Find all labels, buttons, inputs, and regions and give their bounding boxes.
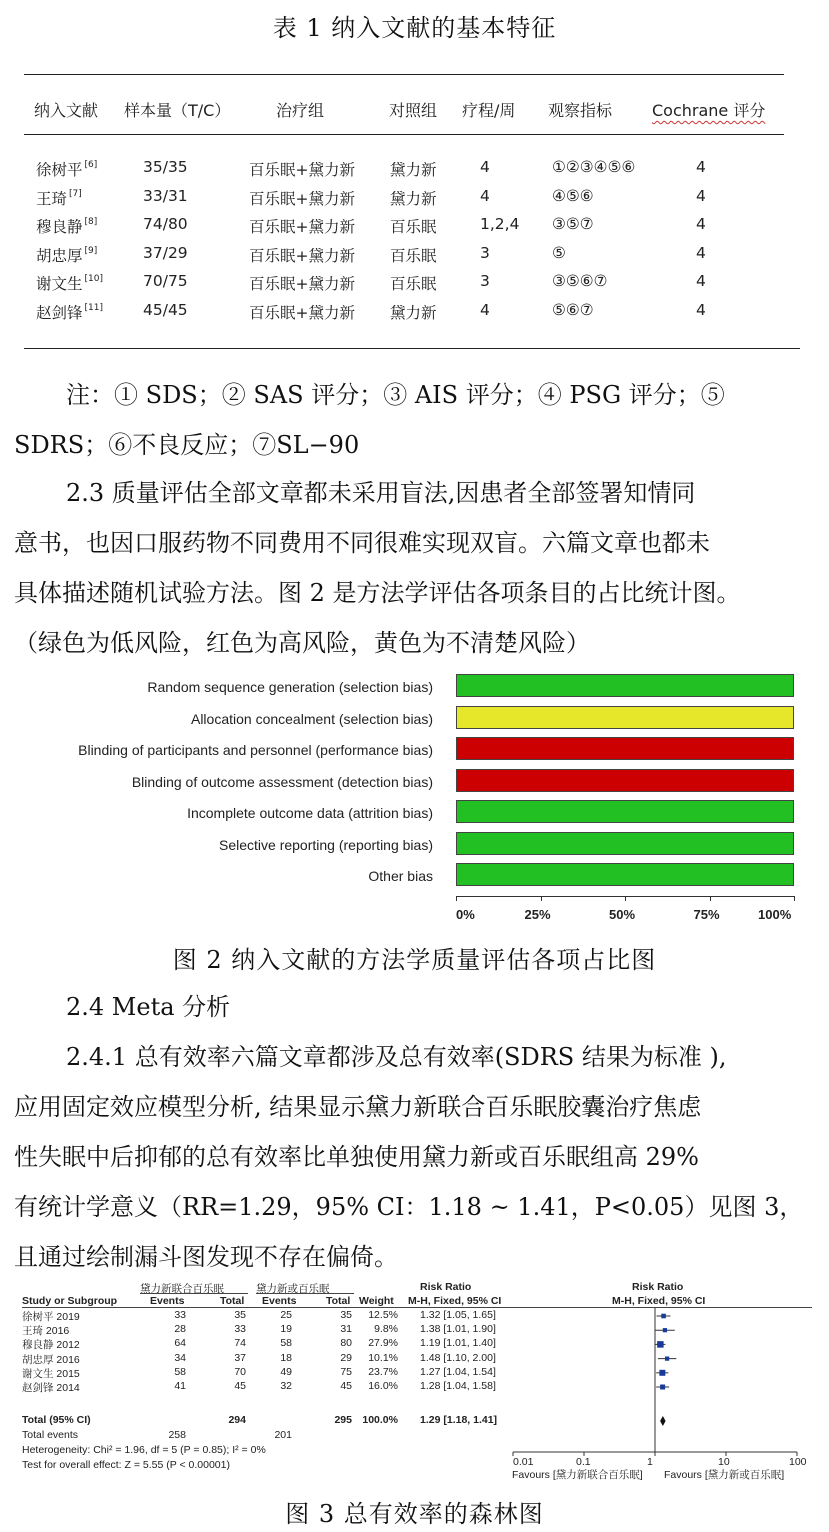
- cell-control: 黛力新: [390, 189, 437, 208]
- events-c: 49: [280, 1365, 292, 1378]
- forest-tick-label: 1: [647, 1456, 653, 1468]
- total-c: 31: [340, 1323, 352, 1336]
- total-c: 75: [340, 1365, 352, 1378]
- forest-tick-label: 0.1: [576, 1456, 591, 1468]
- events-t: 34: [174, 1351, 186, 1364]
- th-course: 疗程/周: [462, 101, 516, 120]
- total-t: 45: [234, 1380, 246, 1392]
- cell-treatment: 百乐眠+黛力新: [249, 161, 355, 179]
- study-point: [661, 1314, 666, 1319]
- col-events-t: Events: [150, 1295, 185, 1307]
- body-line: 性失眠中后抑郁的总有效率比单独使用黛力新或百乐眠组高 29%: [14, 1143, 699, 1171]
- cell-study: 王琦 [7]: [36, 188, 82, 208]
- body-line: （绿色为低风险，红色为高风险，黄色为不清楚风险）: [14, 629, 590, 657]
- rob-category-label: Incomplete outcome data (attrition bias): [187, 805, 433, 821]
- total-t: 33: [234, 1323, 246, 1336]
- events-t: 58: [174, 1365, 186, 1378]
- cell-sample: 37/29: [143, 243, 188, 262]
- rob-category-label: Allocation concealment (selection bias): [190, 710, 433, 727]
- study-name: 赵剑锋 2014: [22, 1382, 80, 1394]
- rob-category-label: Random sequence generation (selection bias): [147, 679, 433, 695]
- total-t: 74: [234, 1337, 246, 1350]
- study-weight: 9.8%: [374, 1323, 398, 1336]
- cell-control: 百乐眠: [390, 218, 437, 236]
- events-t: 64: [174, 1337, 186, 1350]
- figure3-caption: 图 3 总有效率的森林图: [285, 1500, 544, 1528]
- citation-ref: [10]: [84, 274, 103, 284]
- cell-course: 4: [480, 186, 490, 205]
- citation-ref: [8]: [84, 217, 98, 227]
- total-t: 70: [234, 1365, 246, 1378]
- total-t: 294: [228, 1414, 246, 1426]
- favours-right: Favours [黛力新或百乐眠]: [664, 1469, 785, 1481]
- cell-score: 4: [696, 158, 706, 176]
- cell-control: 百乐眠: [390, 246, 437, 265]
- study-ci: 1.32 [1.05, 1.65]: [420, 1309, 496, 1321]
- table1-caption: 表 1 纳入文献的基本特征: [272, 14, 557, 42]
- cell-course: 3: [480, 272, 490, 290]
- col-study: Study or Subgroup: [22, 1295, 118, 1307]
- forest-tick-label: 0.01: [513, 1456, 534, 1468]
- citation-ref: [11]: [84, 302, 103, 313]
- col-rr-method: M-H, Fixed, 95% CI: [408, 1295, 502, 1307]
- rob-tick-label: 100%: [758, 907, 792, 922]
- cell-course: 4: [480, 158, 490, 176]
- cell-study: 赵剑锋 [11]: [36, 302, 103, 322]
- cell-sample: 74/80: [143, 215, 188, 233]
- body-line: 具体描述随机试验方法。图 2 是方法学评估各项条目的占比统计图。: [14, 579, 741, 607]
- rob-tick-label: 75%: [693, 907, 720, 922]
- figure2-caption: 图 2 纳入文献的方法学质量评估各项占比图: [172, 946, 657, 974]
- col-weight: Weight: [359, 1295, 394, 1307]
- rob-category-label: Other bias: [368, 868, 433, 884]
- body-line: 应用固定效应模型分析, 结果显示黛力新联合百乐眠胶囊治疗焦虑: [14, 1093, 702, 1121]
- study-name: 王琦 2016: [22, 1325, 70, 1338]
- body-line: 2.4.1 总有效率六篇文章都涉及总有效率(SDRS 结果为标准 ),: [66, 1043, 727, 1071]
- cell-control: 黛力新: [390, 303, 437, 322]
- overall-effect-text: Test for overall effect: Z = 5.55 (P < 0.00001): [22, 1459, 230, 1471]
- cell-study: 穆良静 [8]: [36, 217, 98, 236]
- rr-header: Risk Ratio: [420, 1281, 472, 1293]
- study-name: 穆良静 2012: [22, 1339, 80, 1352]
- study-point: [665, 1356, 669, 1360]
- events-t: 41: [174, 1380, 186, 1392]
- study-weight: 23.7%: [368, 1365, 398, 1378]
- cell-control: 百乐眠: [390, 275, 437, 293]
- cell-sample: 35/35: [143, 158, 188, 176]
- rob-tick-label: 0%: [456, 907, 475, 922]
- total-ci: 1.29 [1.18, 1.41]: [420, 1414, 498, 1426]
- study-point: [660, 1385, 665, 1390]
- th-indicators: 观察指标: [548, 101, 613, 120]
- total-t: 37: [234, 1351, 246, 1364]
- study-point: [659, 1370, 665, 1376]
- study-ci: 1.38 [1.01, 1.90]: [420, 1323, 496, 1336]
- cell-study: 胡忠厚 [9]: [36, 245, 98, 265]
- cell-treatment: 百乐眠+黛力新: [249, 275, 355, 293]
- cell-indicators: ③⑤⑦: [552, 215, 594, 233]
- cell-study: 谢文生 [10]: [36, 274, 103, 293]
- total-c: 45: [340, 1380, 352, 1392]
- rob-tick-label: 50%: [609, 907, 636, 922]
- cell-sample: 33/31: [143, 186, 188, 205]
- study-point: [657, 1341, 663, 1347]
- study-weight: 10.1%: [368, 1351, 398, 1364]
- total-label: Total (95% CI): [22, 1414, 91, 1426]
- note-line: SDRS；⑥不良反应；⑦SL−90: [14, 431, 360, 459]
- events-c: 201: [274, 1429, 292, 1441]
- cell-course: 3: [480, 243, 490, 262]
- cell-treatment: 百乐眠+黛力新: [249, 189, 355, 208]
- cell-indicators: ④⑤⑥: [552, 186, 594, 205]
- col-total-t: Total: [220, 1295, 245, 1307]
- th-cochrane: Cochrane 评分: [652, 101, 766, 120]
- total-c: 295: [334, 1414, 352, 1426]
- total-weight: 100.0%: [362, 1414, 398, 1426]
- events-t: 33: [174, 1309, 186, 1321]
- cell-sample: 45/45: [143, 300, 188, 319]
- events-t: 258: [168, 1429, 186, 1441]
- cell-indicators: ⑤⑥⑦: [552, 300, 594, 319]
- cell-treatment: 百乐眠+黛力新: [249, 246, 355, 265]
- study-name: 谢文生 2015: [22, 1367, 80, 1380]
- cell-score: 4: [696, 243, 706, 262]
- events-c: 32: [280, 1380, 292, 1392]
- study-name: 胡忠厚 2016: [22, 1353, 80, 1366]
- citation-ref: [6]: [84, 160, 98, 170]
- cell-treatment: 百乐眠+黛力新: [249, 303, 355, 322]
- plot-rr-method: M-H, Fixed, 95% CI: [612, 1295, 706, 1307]
- note-line: 注：① SDS；② SAS 评分；③ AIS 评分；④ PSG 评分；⑤: [66, 381, 725, 409]
- body-line: 且通过绘制漏斗图发现不存在偏倚。: [14, 1243, 398, 1271]
- th-treatment: 治疗组: [276, 101, 325, 120]
- th-study: 纳入文献: [34, 101, 99, 120]
- citation-ref: [9]: [84, 245, 98, 256]
- study-ci: 1.27 [1.04, 1.54]: [420, 1365, 496, 1378]
- cell-study: 徐树平 [6]: [36, 160, 98, 179]
- total-c: 80: [340, 1337, 352, 1350]
- rob-category-label: Blinding of outcome assessment (detection bias): [131, 773, 433, 790]
- total-c: 35: [340, 1309, 352, 1321]
- rr-plot-header: Risk Ratio: [632, 1281, 684, 1293]
- section-heading: 2.4 Meta 分析: [66, 993, 231, 1021]
- heterogeneity-text: Heterogeneity: Chi² = 1.96, df = 5 (P = 0.85); I² = 0%: [22, 1444, 266, 1456]
- study-point: [663, 1328, 667, 1332]
- forest-tick-label: 100: [789, 1456, 807, 1468]
- events-c: 18: [280, 1351, 292, 1364]
- group-label-control: 黛力新或百乐眠: [256, 1283, 330, 1295]
- cell-score: 4: [696, 272, 706, 290]
- cell-control: 黛力新: [390, 161, 437, 179]
- events-c: 25: [280, 1309, 292, 1321]
- cell-course: 1,2,4: [480, 215, 520, 233]
- study-ci: 1.28 [1.04, 1.58]: [420, 1380, 496, 1392]
- cell-course: 4: [480, 300, 490, 319]
- cell-indicators: ③⑤⑥⑦: [552, 272, 608, 290]
- total-c: 29: [340, 1351, 352, 1364]
- forest-tick-label: 10: [718, 1456, 730, 1468]
- events-t: 28: [174, 1323, 186, 1336]
- citation-ref: [7]: [69, 188, 82, 199]
- total-events-label: Total events: [22, 1429, 79, 1441]
- events-c: 58: [280, 1337, 292, 1350]
- study-ci: 1.19 [1.01, 1.40]: [420, 1337, 496, 1350]
- th-control: 对照组: [389, 101, 438, 120]
- th-sample: 样本量（T/C）: [124, 101, 231, 120]
- cell-indicators: ①②③④⑤⑥: [552, 158, 636, 176]
- cell-indicators: ⑤: [552, 243, 566, 262]
- col-total-c: Total: [326, 1295, 351, 1307]
- group-label-treatment: 黛力新联合百乐眠: [140, 1283, 224, 1295]
- pooled-diamond: [660, 1416, 665, 1426]
- study-ci: 1.48 [1.10, 2.00]: [420, 1351, 496, 1364]
- favours-left: Favours [黛力新联合百乐眠]: [512, 1469, 643, 1481]
- study-name: 徐树平 2019: [22, 1311, 80, 1323]
- cell-score: 4: [696, 186, 706, 205]
- body-line: 2.3 质量评估全部文章都未采用盲法,因患者全部签署知情同: [66, 479, 696, 507]
- body-line: 有统计学意义（RR=1.29，95% CI：1.18 ~ 1.41，P<0.05）见图 3，: [14, 1193, 804, 1221]
- study-weight: 12.5%: [368, 1309, 398, 1321]
- cell-score: 4: [696, 300, 706, 319]
- study-weight: 27.9%: [368, 1337, 398, 1350]
- cell-score: 4: [696, 215, 706, 233]
- col-events-c: Events: [262, 1295, 297, 1307]
- rob-category-label: Selective reporting (reporting bias): [219, 836, 433, 853]
- body-line: 意书，也因口服药物不同费用不同很难实现双盲。六篇文章也都未: [14, 529, 710, 557]
- events-c: 19: [280, 1323, 292, 1336]
- total-t: 35: [234, 1309, 246, 1321]
- rob-tick-label: 25%: [524, 907, 551, 922]
- study-weight: 16.0%: [368, 1380, 398, 1392]
- rob-category-label: Blinding of participants and personnel (performance bias): [78, 742, 433, 758]
- cell-treatment: 百乐眠+黛力新: [249, 218, 355, 236]
- cell-sample: 70/75: [143, 272, 188, 290]
